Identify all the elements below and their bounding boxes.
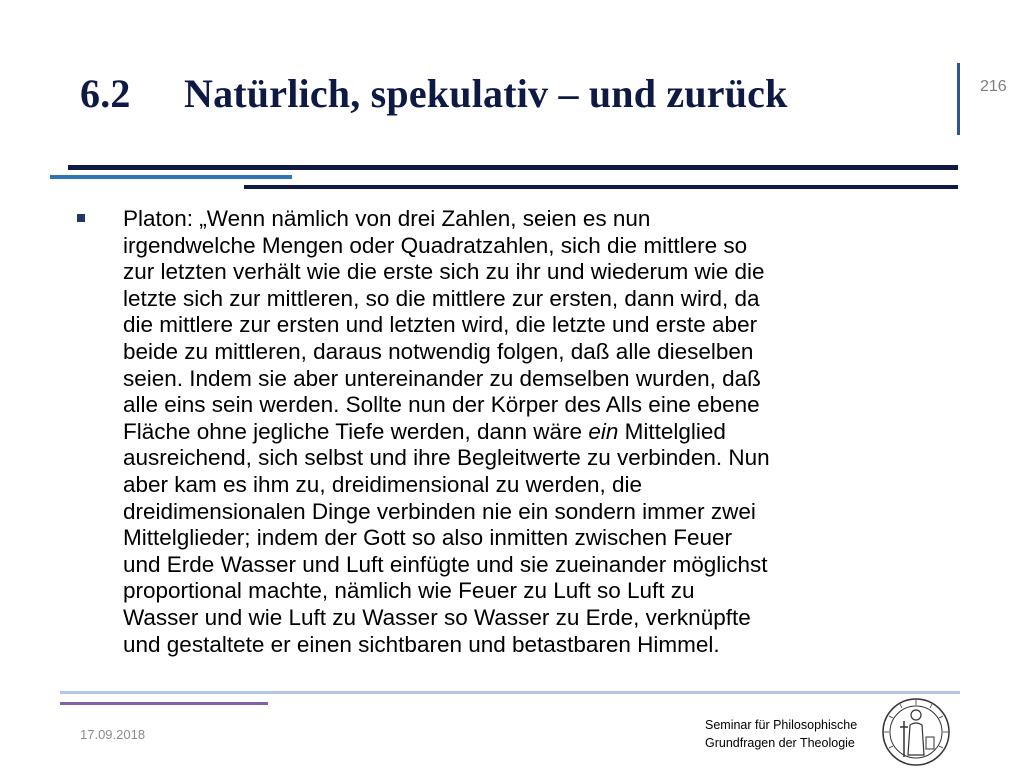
text-line: proportional machte, nämlich wie Feuer zu Luft so Luft zu (123, 578, 695, 604)
seminar-line-2: Grundfragen der Theologie (705, 736, 855, 750)
text-line: aber kam es ihm zu, dreidimensional zu werden, die (123, 471, 643, 497)
seminar-name (705, 716, 857, 752)
text-line: Platon: „Wenn nämlich von drei Zahlen, seien es nun (123, 206, 651, 231)
text-line: letzte sich zur mittleren, so die mittlere zur ersten, dann wird, da (123, 285, 760, 311)
page-number-divider (957, 63, 960, 135)
slide-title (80, 70, 788, 117)
text-line: irgendwelche Mengen oder Quadratzahlen, sich die mittlere so (123, 232, 748, 258)
text-line: und gestaltete er einen sichtbaren und betastbaren Himmel. (123, 631, 720, 657)
text-line: Mittelglieder; indem der Gott so also inmitten zwischen Feuer (123, 525, 733, 551)
text-line: die mittlere zur ersten und letzten wird, die letzte und erste aber (123, 312, 758, 338)
text-line: seien. Indem sie aber untereinander zu demselben wurden, daß (123, 365, 761, 391)
footer-rule-accent (60, 702, 268, 705)
text-line: Wasser und wie Luft zu Wasser so Wasser zu Erde, verknüpfte (123, 604, 751, 630)
quote-paragraph (123, 206, 963, 658)
seminar-line-1: Seminar für Philosophische (705, 718, 858, 732)
text-segment: Mittelglied (618, 418, 726, 444)
text-line: alle eins sein werden. Sollte nun der Körper des Alls eine ebene (123, 392, 760, 418)
title-text: Natürlich, spekulativ – und zurück (184, 71, 788, 116)
header-rule-top (68, 165, 958, 170)
page-number: 216 (980, 78, 1007, 95)
text-line: beide zu mittleren, daraus notwendig folgen, daß alle dieselben (123, 338, 754, 364)
text-segment: Fläche ohne jegliche Tiefe werden, dann wäre (123, 418, 583, 444)
text-line: ausreichend, sich selbst und ihre Begleitwerte zu verbinden. Nun (123, 445, 770, 471)
section-number: 6.2 (80, 71, 131, 116)
university-seal-icon (880, 697, 952, 767)
header-rule-accent (50, 175, 292, 179)
text-line: zur letzten verhält wie die erste sich zu ihr und wiederum wie die (123, 259, 765, 285)
text-line: dreidimensionalen Dinge verbinden nie ein sondern immer zwei (123, 498, 756, 524)
text-line (123, 419, 963, 446)
emphasis-text: ein (588, 418, 619, 444)
header-rule-bottom (244, 185, 958, 189)
text-line: und Erde Wasser und Luft einfügte und sie zueinander möglichst (123, 551, 768, 577)
footer-rule (60, 691, 960, 694)
bullet-square-icon (77, 214, 85, 222)
footer-date: 17.09.2018 (80, 727, 146, 742)
